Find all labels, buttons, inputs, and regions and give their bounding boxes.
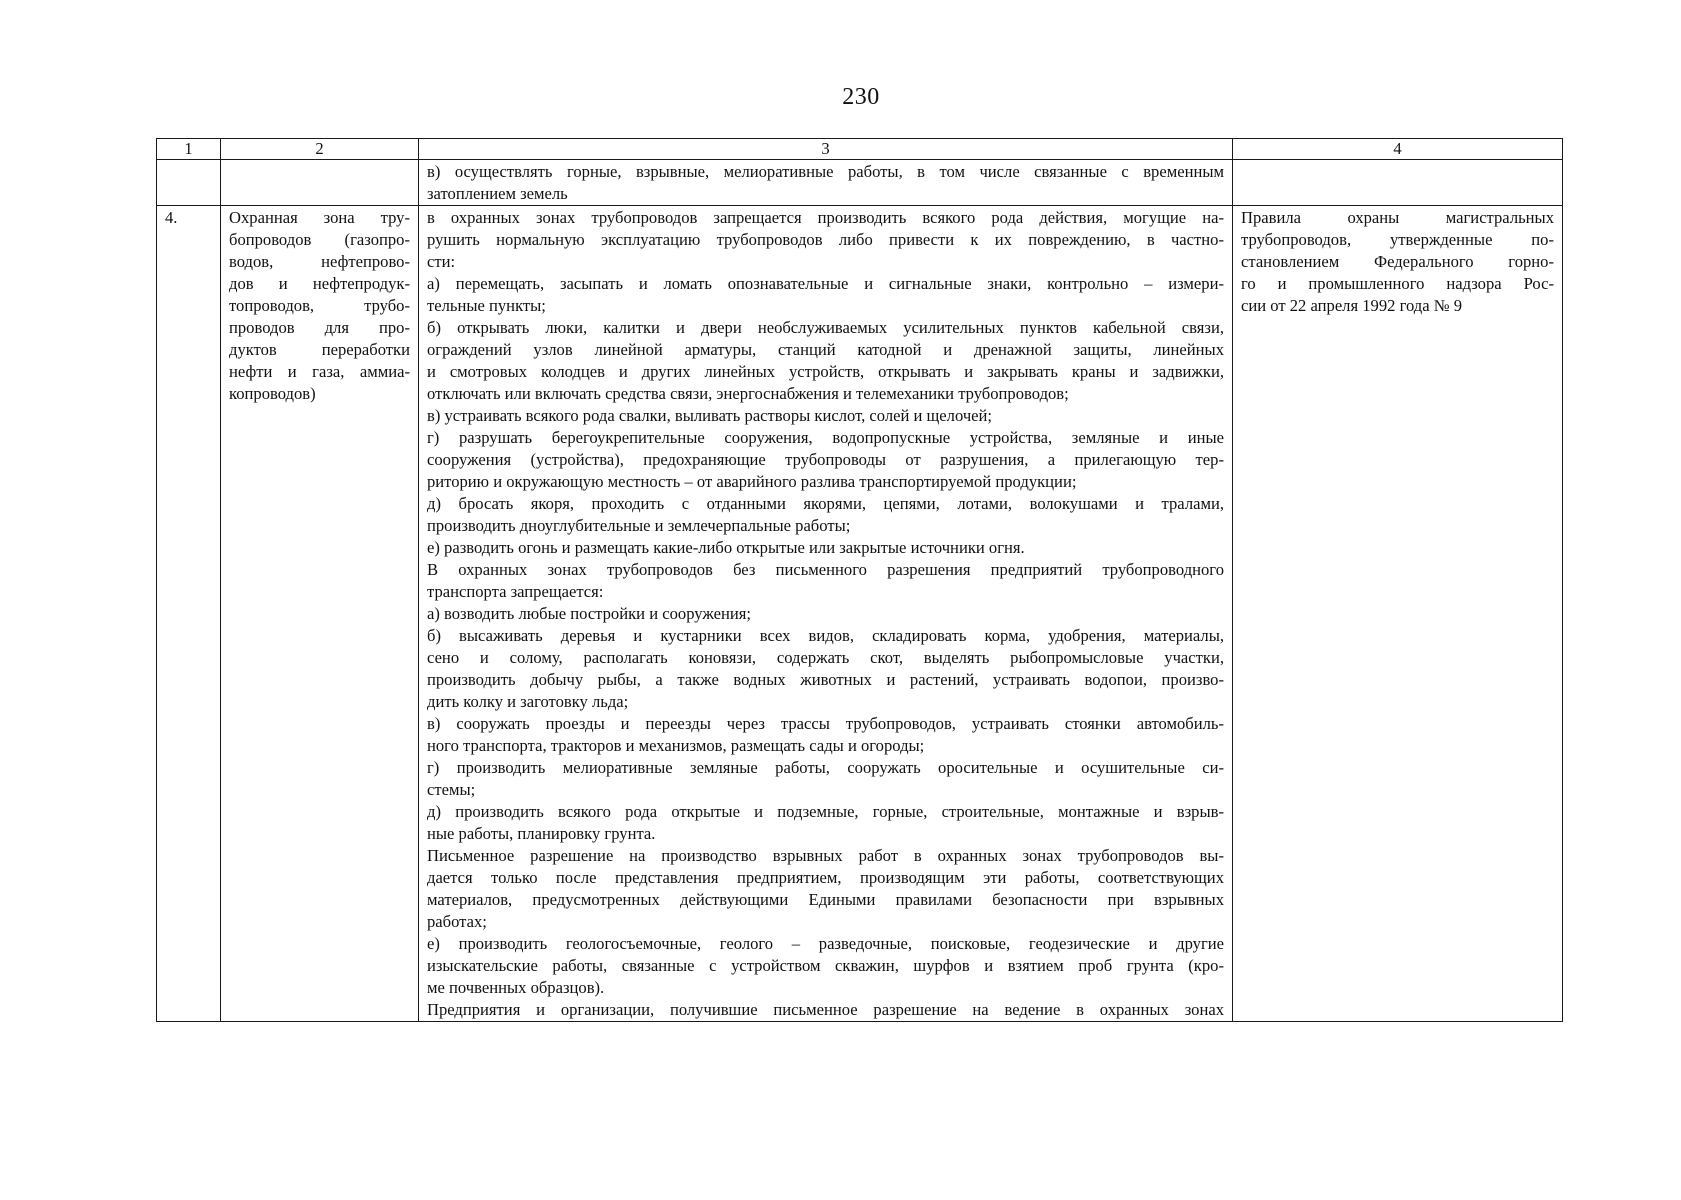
zone-name-line: дов и нефтепродук- [229,274,410,293]
text-line: работах; [427,912,487,931]
text-line: г) разрушать берегоукрепительные сооружения, водопропускные устройства, земляные и иные [427,428,1224,447]
table-row-4 [157,206,1563,1022]
text-line: в) осуществлять горные, взрывные, мелиоративные работы, в том числе связанные с временным [427,162,1224,181]
restrictions-cell [419,206,1233,1022]
text-line: Письменное разрешение на производство взрывных работ в охранных зонах трубопроводов вы- [427,846,1224,865]
continuation-source-cell [1233,160,1563,206]
continuation-zone-cell [221,160,419,206]
text-line: сти: [427,252,456,271]
text-line: в) сооружать проезды и переезды через трассы трубопроводов, устраивать стоянки автомобиль- [427,714,1224,733]
header-cell-1: 1 [157,139,221,160]
text-line: д) производить всякого рода открытые и подземные, горные, строительные, монтажные и взрыв- [427,802,1224,821]
table-row-continuation [157,160,1563,206]
text-line: а) перемещать, засыпать и ломать опознавательные и сигнальные знаки, контрольно – измери- [427,274,1224,293]
legal-source-line: трубопроводов, утвержденные по- [1241,230,1554,249]
zone-name-line: водов, нефтепрово- [229,252,410,271]
text-line: изыскательские работы, связанные с устройством скважин, шурфов и взятием проб грунта (кро- [427,956,1224,975]
text-line: е) производить геологосъемочные, геолого – разведочные, поисковые, геодезические и другие [427,934,1224,953]
text-line: в охранных зонах трубопроводов запрещается производить всякого рода действия, могущие на- [427,208,1224,227]
header-cell-2: 2 [221,139,419,160]
text-line: Предприятия и организации, получившие письменное разрешение на ведение в охранных зонах [427,1000,1224,1019]
continuation-number-cell [157,160,221,206]
text-line: ного транспорта, тракторов и механизмов, размещать сады и огороды; [427,736,925,755]
text-line: дить колку и заготовку льда; [427,692,629,711]
text-line: а) возводить любые постройки и сооружения; [427,604,751,623]
zone-name-line: топроводов, трубо- [229,296,410,315]
text-line: и смотровых колодцев и других линейных устройств, открывать и закрывать краны и задвижки, [427,362,1224,381]
text-line: риторию и окружающую местность – от аварийного разлива транспортируемой продукции; [427,472,1077,491]
header-cell-4: 4 [1233,139,1563,160]
text-line: стемы; [427,780,476,799]
legal-source-line: го и промышленного надзора Рос- [1241,274,1554,293]
text-line: е) разводить огонь и размещать какие-либо открытые или закрытые источники огня. [427,538,1025,557]
zone-name-line: дуктов переработки [229,340,410,359]
text-line: сено и солому, располагать коновязи, содержать скот, выделять рыбопромысловые участки, [427,648,1224,667]
text-line: д) бросать якоря, проходить с отданными якорями, цепями, лотами, волокушами и тралами, [427,494,1224,513]
text-line: тельные пункты; [427,296,546,315]
text-line: материалов, предусмотренных действующими Едиными правилами безопасности при взрывных [427,890,1224,909]
legal-source-cell [1233,206,1563,1022]
text-line: ме почвенных образцов). [427,978,605,997]
page-number: 230 [842,84,880,110]
regulation-table [156,138,1563,1022]
continuation-restrictions-cell [419,160,1233,206]
legal-source-line: становлением Федерального горно- [1241,252,1554,271]
zone-name-line: проводов для про- [229,318,410,337]
text-line: отключать или включать средства связи, энергоснабжения и телемеханики трубопроводов; [427,384,1069,403]
row-number-cell: 4. [157,206,221,1022]
text-line: б) открывать люки, калитки и двери необслуживаемых усилительных пунктов кабельной связи, [427,318,1224,337]
text-line: б) высаживать деревья и кустарники всех видов, складировать корма, удобрения, материалы, [427,626,1224,645]
zone-name-line: нефти и газа, аммиа- [229,362,410,381]
zone-name-cell [221,206,419,1022]
text-line: в) устраивать всякого рода свалки, выливать растворы кислот, солей и щелочей; [427,406,993,425]
text-line: ные работы, планировку грунта. [427,824,656,843]
zone-name-line: бопроводов (газопро- [229,230,410,249]
text-line: В охранных зонах трубопроводов без письменного разрешения предприятий трубопроводного [427,560,1224,579]
table-header-row [157,139,1563,160]
text-line: г) производить мелиоративные земляные работы, сооружать оросительные и осушительные си- [427,758,1224,777]
legal-source-line: сии от 22 апреля 1992 года № 9 [1241,296,1463,315]
text-line: ограждений узлов линейной арматуры, станций катодной и дренажной защиты, линейных [427,340,1224,359]
text-line: производить дноуглубительные и землечерпальные работы; [427,516,851,535]
text-line: рушить нормальную эксплуатацию трубопроводов либо привести к их повреждению, в частно- [427,230,1224,249]
text-line: затоплением земель [427,184,568,203]
legal-source-line: Правила охраны магистральных [1241,208,1554,227]
text-line: дается только после представления предприятием, производящим эти работы, соответствующих [427,868,1224,887]
text-line: производить добычу рыбы, а также водных животных и растений, устраивать водопои, произво- [427,670,1224,689]
text-line: сооружения (устройства), предохраняющие трубопроводы от разрушения, а прилегающую тер- [427,450,1224,469]
zone-name-line: копроводов) [229,384,316,403]
text-line: транспорта запрещается: [427,582,604,601]
header-cell-3: 3 [419,139,1233,160]
zone-name-line: Охранная зона тру- [229,208,410,227]
